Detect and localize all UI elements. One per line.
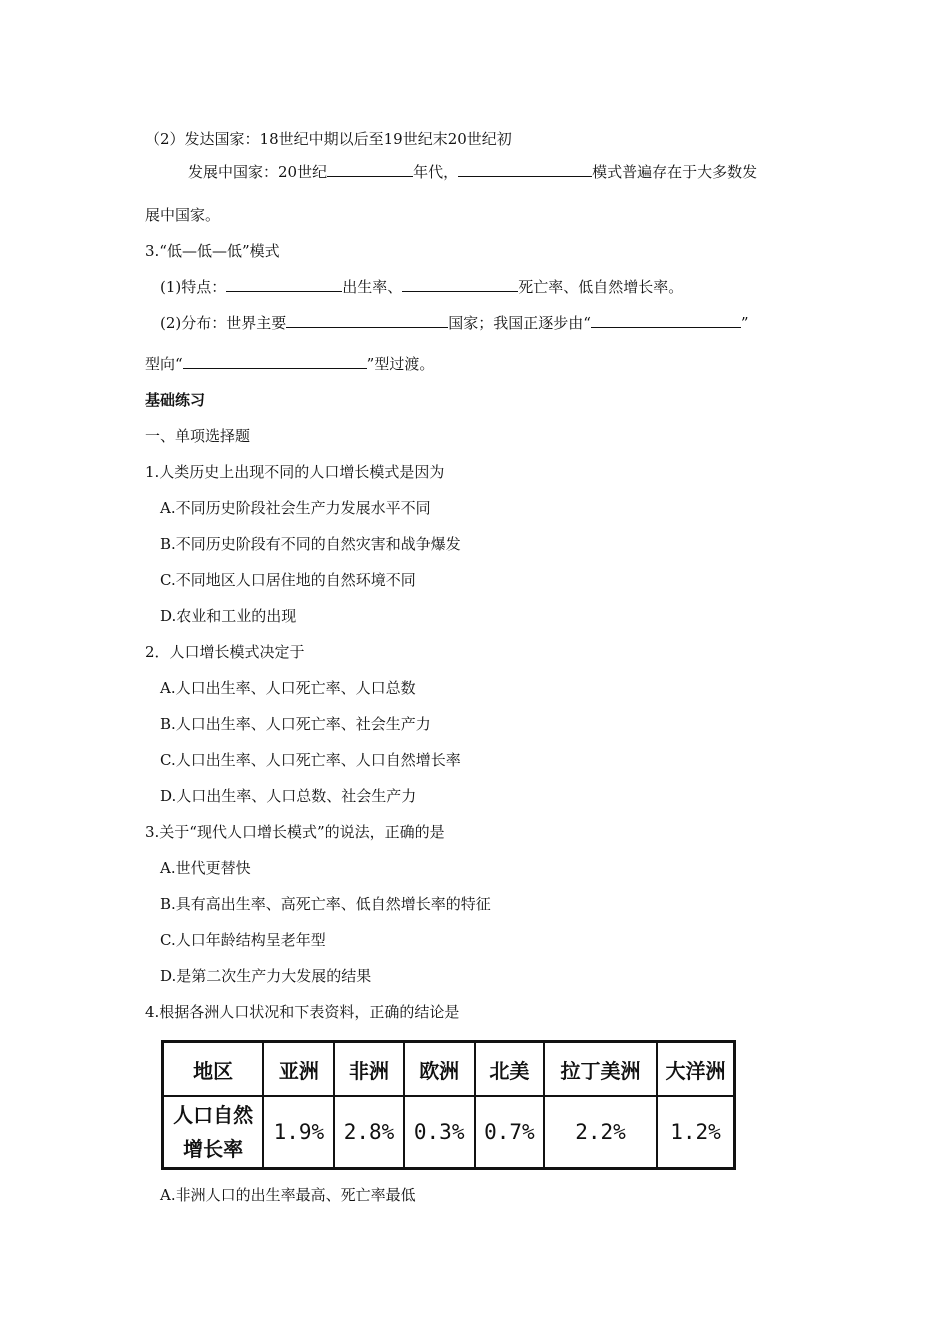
table-row-label	[163, 1096, 264, 1169]
text: 发展中国家：20世纪	[188, 163, 328, 181]
text: 年代，	[413, 163, 459, 181]
row-label-line: 人口自然	[173, 1103, 254, 1127]
question-option[interactable]: A.世代更替快	[160, 859, 251, 877]
question-option[interactable]: B.人口出生率、人口死亡率、社会生产力	[160, 715, 431, 733]
table-cell: 2.8%	[334, 1096, 403, 1169]
text: 国家；我国正逐步由“	[448, 314, 591, 332]
table-header-cell: 拉丁美洲	[544, 1042, 657, 1097]
blank-field[interactable]	[327, 162, 413, 177]
question-option[interactable]: D.是第二次生产力大发展的结果	[160, 967, 372, 985]
text-line-3: 展中国家。	[145, 206, 221, 224]
question-stem: 2．人口增长模式决定于	[145, 643, 305, 661]
table-cell: 0.3%	[404, 1096, 475, 1169]
question-option[interactable]: A.人口出生率、人口死亡率、人口总数	[160, 679, 416, 697]
part-title: 一、单项选择题	[145, 427, 251, 445]
table-cell: 1.2%	[657, 1096, 734, 1169]
table-header-row	[163, 1042, 735, 1097]
table-header-cell: 大洋洲	[657, 1042, 734, 1097]
blank-field[interactable]	[591, 313, 741, 328]
text-line-2	[188, 162, 757, 182]
text-line-features	[160, 277, 683, 297]
growth-rate-table	[161, 1040, 736, 1170]
text: 死亡率、低自然增长率。	[518, 278, 684, 296]
table-header-cell: 北美	[475, 1042, 544, 1097]
table-header-cell: 欧洲	[404, 1042, 475, 1097]
text: ”型过渡。	[366, 355, 435, 373]
text: (1)特点：	[160, 278, 227, 296]
blank-field[interactable]	[286, 313, 448, 328]
question-stem: 4.根据各洲人口状况和下表资料，正确的结论是	[145, 1003, 460, 1021]
blank-field[interactable]	[226, 277, 342, 292]
table-row	[163, 1096, 735, 1169]
question-option[interactable]: D.人口出生率、人口总数、社会生产力	[160, 787, 417, 805]
question-option[interactable]: B.不同历史阶段有不同的自然灾害和战争爆发	[160, 535, 461, 553]
question-option[interactable]: C.不同地区人口居住地的自然环境不同	[160, 571, 416, 589]
blank-field[interactable]	[458, 162, 592, 177]
table-header-cell: 地区	[163, 1042, 264, 1097]
text: ”	[740, 314, 749, 332]
text: (2)分布：世界主要	[160, 314, 287, 332]
table-cell: 0.7%	[475, 1096, 544, 1169]
blank-field[interactable]	[402, 277, 518, 292]
question-stem: 3.关于“现代人口增长模式”的说法，正确的是	[145, 823, 445, 841]
section-title: 基础练习	[145, 391, 206, 409]
table-cell: 2.2%	[544, 1096, 657, 1169]
question-option[interactable]: D.农业和工业的出现	[160, 607, 297, 625]
text: 模式普遍存在于大多数发	[592, 163, 758, 181]
question-option[interactable]: A.非洲人口的出生率最高、死亡率最低	[160, 1186, 416, 1204]
text-line-1: （2）发达国家：18世纪中期以后至19世纪末20世纪初	[145, 130, 512, 148]
blank-field[interactable]	[183, 354, 367, 369]
table-header-cell: 非洲	[334, 1042, 403, 1097]
table-cell: 1.9%	[263, 1096, 334, 1169]
row-label-line: 增长率	[183, 1137, 244, 1161]
text: 型向“	[145, 355, 183, 373]
question-option[interactable]: B.具有高出生率、高死亡率、低自然增长率的特征	[160, 895, 491, 913]
question-stem: 1.人类历史上出现不同的人口增长模式是因为	[145, 463, 445, 481]
text: 出生率、	[342, 278, 403, 296]
question-option[interactable]: C.人口出生率、人口死亡率、人口自然增长率	[160, 751, 461, 769]
text-line-distribution	[160, 313, 749, 333]
question-option[interactable]: A.不同历史阶段社会生产力发展水平不同	[160, 499, 431, 517]
question-option[interactable]: C.人口年龄结构呈老年型	[160, 931, 326, 949]
heading-mode-3: 3.“低—低—低”模式	[145, 242, 280, 260]
text-line-transition	[145, 354, 434, 374]
table-header-cell: 亚洲	[263, 1042, 334, 1097]
